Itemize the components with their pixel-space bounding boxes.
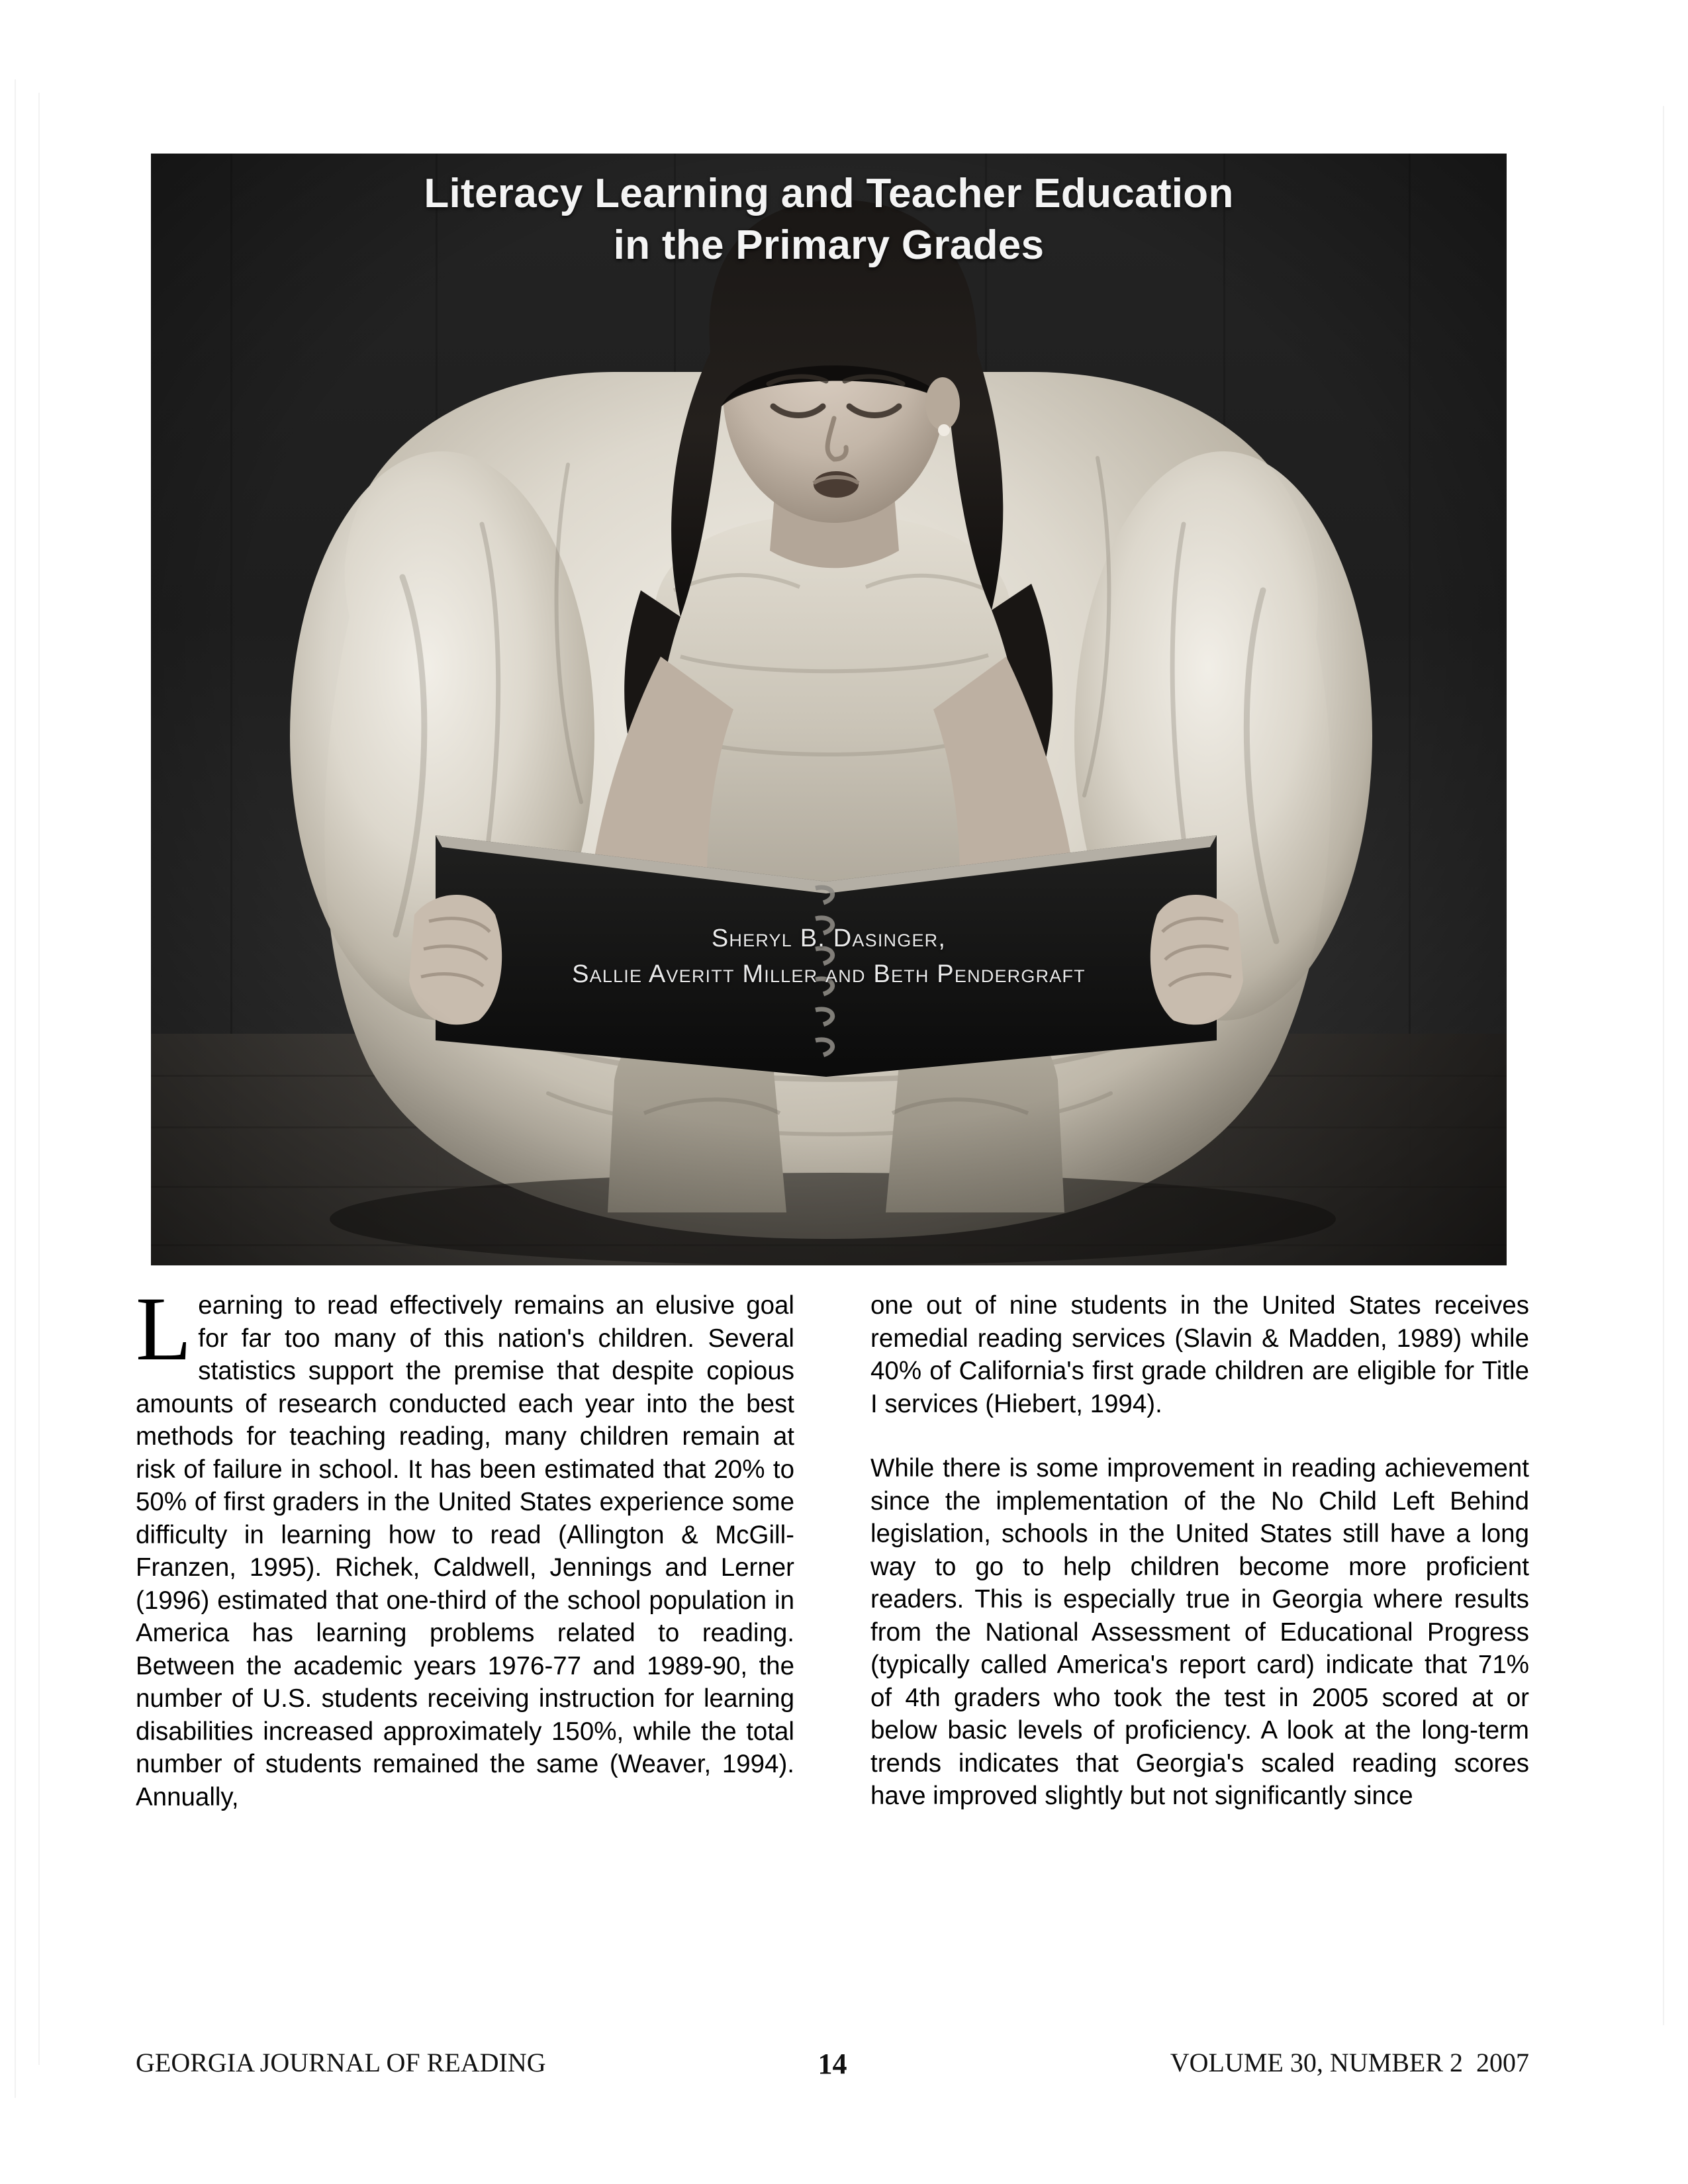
cover-photograph bbox=[151, 154, 1507, 1265]
left-column bbox=[136, 1278, 794, 2004]
byline-line-1: Sheryl B. Dasinger, bbox=[711, 925, 947, 952]
footer-journal-name: GEORGIA JOURNAL OF READING bbox=[136, 2048, 546, 2077]
paragraph-continuation: one out of nine students in the United States receives remedial reading services (Slavin & Madden, 1989) while 40% of California's first grade children are eligible for Title I services (Hiebert, 1994). bbox=[870, 1291, 1529, 1418]
footer-volume-issue: VOLUME 30, NUMBER 2 2007 bbox=[1170, 2048, 1529, 2077]
scan-artifact-streak bbox=[15, 79, 16, 2098]
right-column bbox=[870, 1289, 1529, 2004]
cover-title-line-2: in the Primary Grades bbox=[613, 222, 1045, 268]
article-body bbox=[136, 1278, 1529, 2004]
scan-artifact-streak bbox=[1663, 106, 1664, 2025]
page-footer bbox=[136, 2047, 1529, 2078]
byline-line-2: Sallie Averitt Miller and Beth Pendergraft bbox=[572, 960, 1086, 988]
cover-photo-illustration bbox=[151, 154, 1507, 1265]
footer-page-number: 14 bbox=[818, 2048, 847, 2080]
cover-title-line-1: Literacy Learning and Teacher Education bbox=[424, 171, 1234, 216]
paragraph-intro: Learning to read effectively remains an elusive goal for far too many of this nation's children. Several statistics support the premise that despite copious amounts of research conducted each year into the best methods for teaching reading, many children remain at risk of failure in school. It has been estimated that 20% to 50% of first graders in the United States experience some difficulty in learning how to read (Allington & McGill-Franzen, 1995). Richek, Caldwell, Jennings and Lerner (1996) estimated that one-third of the school population in America has learning problems related to reading. Between the academic years 1976-77 and 1989-90, the number of U.S. students receiving instruction for learning disabilities increased approximately 150%, while the total number of students remained the same (Weaver, 1994). Annually, bbox=[136, 1278, 794, 1811]
paragraph-nclb: While there is some improvement in reading achievement since the implementation of the No Child Left Behind legislation, schools in the United States still have a long way to go to help children become more proficient readers. This is especially true in Georgia where results from the National Assessment of Educational Progress (typically called America's report card) indicate that 71% of 4th graders who took the test in 2005 scored at or below basic levels of proficiency. A look at the long-term trends indicates that Georgia's scaled reading scores have improved slightly but not significantly since bbox=[870, 1454, 1529, 1810]
scan-artifact-streak bbox=[38, 93, 40, 2065]
